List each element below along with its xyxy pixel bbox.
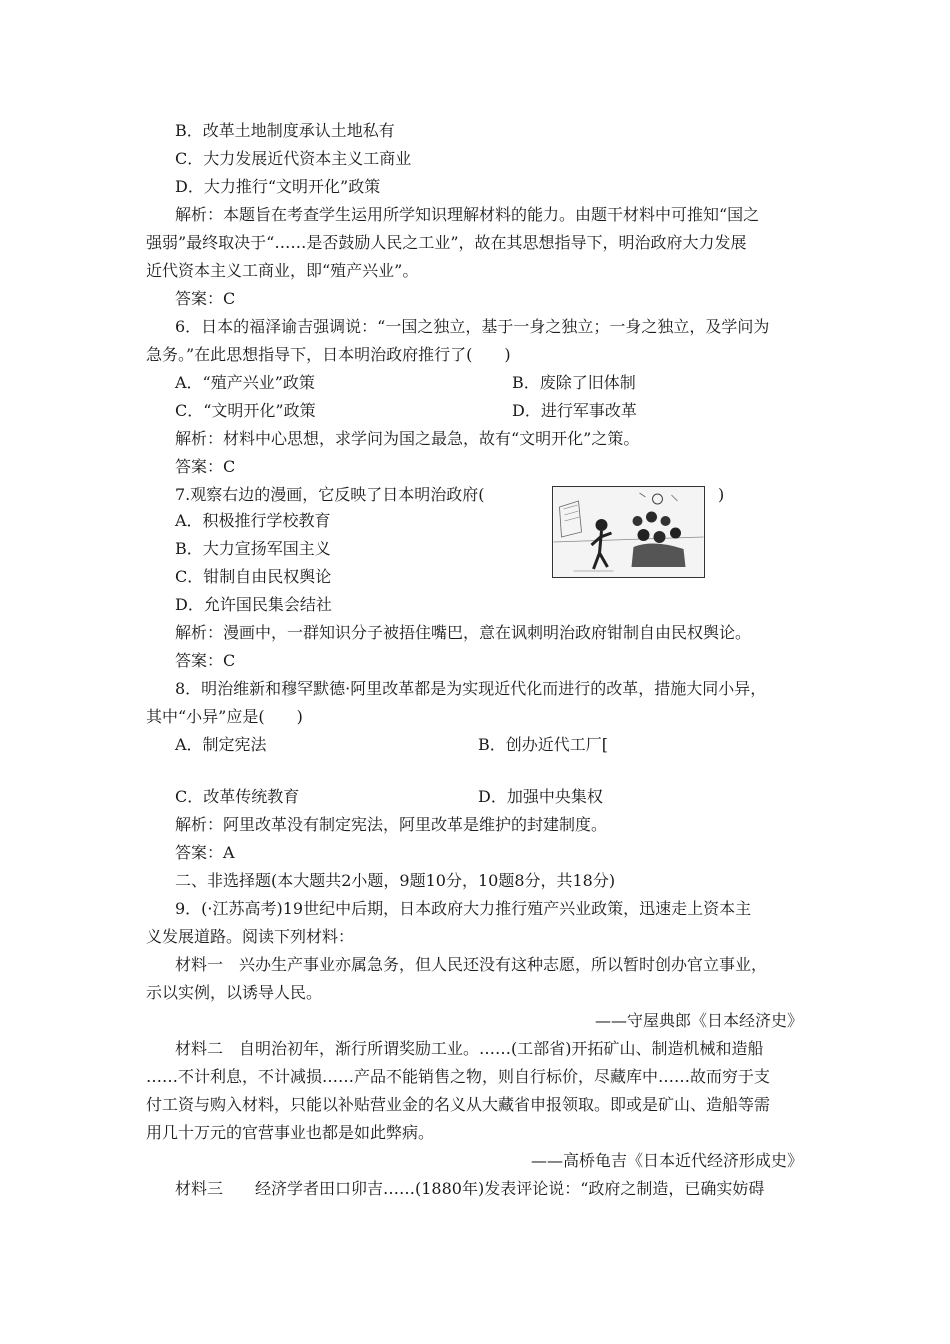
citation: ——守屋典郎《日本经济史》 bbox=[594, 1011, 803, 1030]
option-b: B．改革土地制度承认土地私有 bbox=[175, 121, 395, 140]
option-d: D．大力推行“文明开化”政策 bbox=[175, 177, 381, 196]
question-8: 其中“小异”应是( ) bbox=[146, 707, 303, 726]
analysis-text: 解析：本题旨在考查学生运用所学知识理解材料的能力。由题干材料中可推知“国之 bbox=[175, 205, 760, 224]
material-one: 示以实例，以诱导人民。 bbox=[146, 983, 323, 1002]
question-6: 6．日本的福泽谕吉强调说：“一国之独立，基于一身之独立；一身之独立，及学问为 bbox=[175, 317, 770, 336]
section-heading: 二、非选择题(本大题共2小题，9题10分，10题8分，共18分) bbox=[175, 871, 616, 890]
option-a: A．制定宪法 bbox=[175, 735, 267, 754]
cartoon-image bbox=[552, 486, 705, 578]
option-d: D．允许国民集会结社 bbox=[175, 595, 332, 614]
analysis-text: 强弱”最终取决于“……是否鼓励人民之工业”，故在其思想指导下，明治政府大力发展 bbox=[146, 233, 747, 252]
analysis-text: 解析：材料中心思想，求学问为国之最急，故有“文明开化”之策。 bbox=[175, 429, 640, 448]
option-b: B．废除了旧体制 bbox=[512, 373, 636, 392]
option-d: D．加强中央集权 bbox=[478, 787, 603, 806]
analysis-text: 近代资本主义工商业，即“殖产兴业”。 bbox=[146, 261, 419, 280]
analysis-text: 解析：漫画中，一群知识分子被捂住嘴巴，意在讽刺明治政府钳制自由民权舆论。 bbox=[175, 623, 752, 642]
answer-text: 答案：C bbox=[175, 651, 236, 670]
material-two: 付工资与购入材料，只能以补贴营业金的名义从大藏省申报领取。即或是矿山、造船等需 bbox=[146, 1095, 771, 1114]
material-one: 材料一 兴办生产事业亦属急务，但人民还没有这种志愿，所以暂时创办官立事业， bbox=[175, 955, 768, 974]
cartoon-drawing bbox=[553, 487, 704, 577]
question-9: 9．(·江苏高考)19世纪中后期，日本政府大力推行殖产兴业政策，迅速走上资本主 bbox=[175, 899, 752, 918]
material-three: 材料三 经济学者田口卯吉……(1880年)发表评论说：“政府之制造，已确实妨碍 bbox=[175, 1179, 765, 1198]
answer-text: 答案：C bbox=[175, 289, 236, 308]
option-c: C．改革传统教育 bbox=[175, 787, 300, 806]
question-6: 急务。”在此思想指导下，日本明治政府推行了( ) bbox=[146, 345, 511, 364]
citation: ——高桥龟吉《日本近代经济形成史》 bbox=[530, 1151, 803, 1170]
answer-text: 答案：C bbox=[175, 457, 236, 476]
answer-text: 答案：A bbox=[175, 843, 235, 862]
option-a: A．“殖产兴业”政策 bbox=[175, 373, 315, 392]
material-two: 用几十万元的官营事业也都是如此弊病。 bbox=[146, 1123, 435, 1142]
analysis-text: 解析：阿里改革没有制定宪法，阿里改革是维护的封建制度。 bbox=[175, 815, 608, 834]
option-b: B．大力宣扬军国主义 bbox=[175, 539, 331, 558]
question-8: 8．明治维新和穆罕默德·阿里改革都是为实现近代化而进行的改革，措施大同小异， bbox=[175, 679, 767, 698]
option-c: C．大力发展近代资本主义工商业 bbox=[175, 149, 412, 168]
question-7: 7.观察右边的漫画，它反映了日本明治政府( bbox=[175, 485, 485, 504]
option-b: B．创办近代工厂[ bbox=[478, 735, 609, 754]
option-c: C．“文明开化”政策 bbox=[175, 401, 316, 420]
option-d: D．进行军事改革 bbox=[512, 401, 637, 420]
material-two: ……不计利息，不计减损……产品不能销售之物，则自行标价，尽藏库中……故而穷于支 bbox=[146, 1067, 771, 1086]
material-two: 材料二 自明治初年，渐行所谓奖励工业。……(工部省)开拓矿山、制造机械和造船 bbox=[175, 1039, 764, 1058]
option-a: A．积极推行学校教育 bbox=[175, 511, 331, 530]
question-7-paren: ) bbox=[718, 485, 725, 504]
option-c: C．钳制自由民权舆论 bbox=[175, 567, 332, 586]
question-9: 义发展道路。阅读下列材料： bbox=[146, 927, 355, 946]
